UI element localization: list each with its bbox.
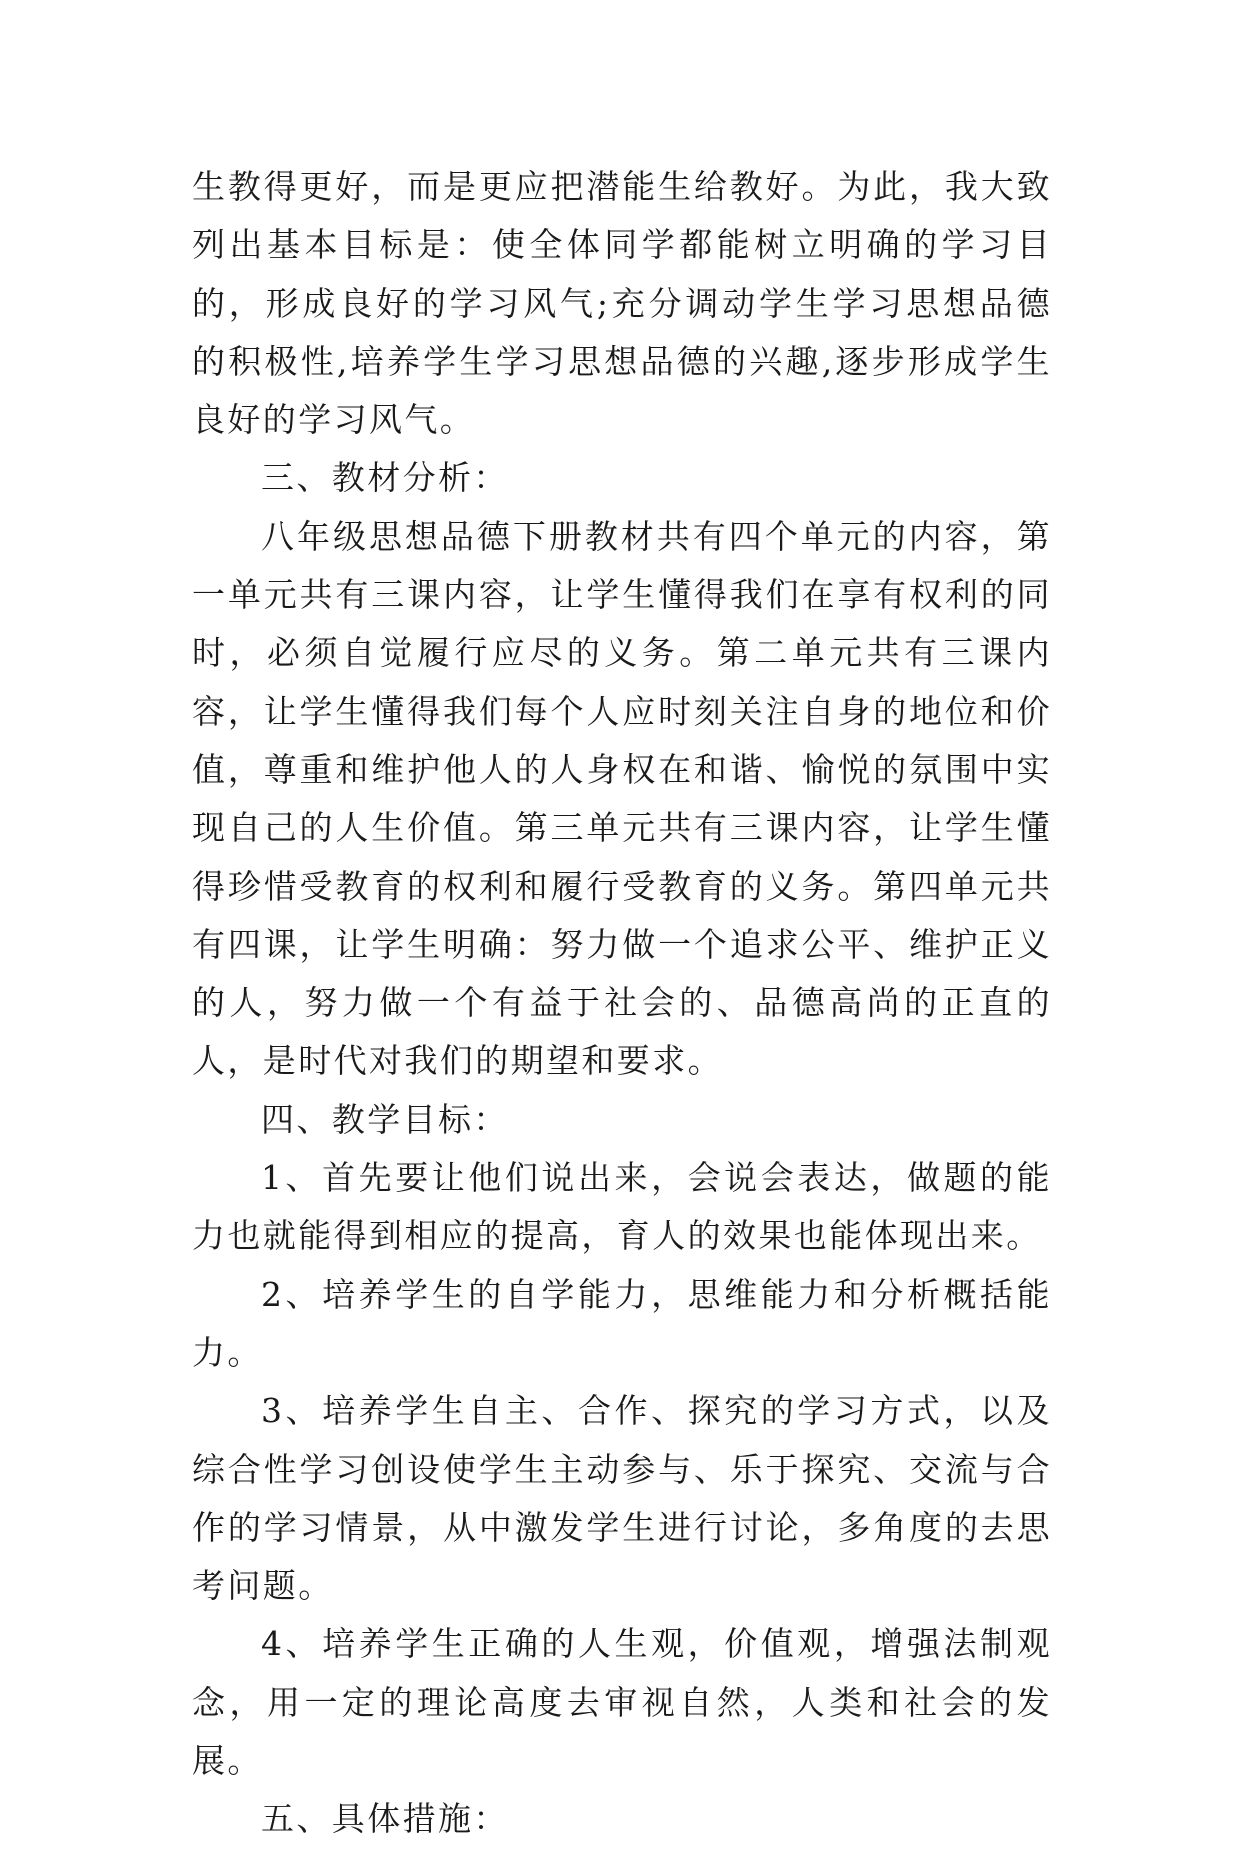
document-body <box>192 158 1052 1849</box>
section-heading-teaching-goals: 四、教学目标： <box>261 1099 509 1139</box>
goal-item-1: 1、首先要让他们说出来，会说会表达，做题的能力也就能得到相应的提高，育人的效果也能体现出来。 <box>192 1158 1052 1256</box>
goal-item-2: 2、培养学生的自学能力，思维能力和分析概括能力。 <box>192 1274 1052 1372</box>
section-heading-specific-measures: 五、具体措施： <box>261 1799 509 1839</box>
paragraph-continuation: 生教得更好，而是更应把潜能生给教好。为此，我大致列出基本目标是：使全体同学都能树立明确的学习目的，形成良好的学习风气;充分调动学生学习思想品德的积极性,培养学生学习思想品德的兴趣,逐步形成学生良好的学习风气。 <box>192 167 1052 440</box>
goal-item-3: 3、培养学生自主、合作、探究的学习方式，以及综合性学习创设使学生主动参与、乐于探究、交流与合作的学习情景，从中激发学生进行讨论，多角度的去思考问题。 <box>192 1391 1052 1606</box>
section-heading-textbook-analysis: 三、教材分析： <box>261 458 509 498</box>
paragraph-textbook-analysis: 八年级思想品德下册教材共有四个单元的内容，第一单元共有三课内容，让学生懂得我们在享有权利的同时，必须自觉履行应尽的义务。第二单元共有三课内容，让学生懂得我们每个人应时刻关注自身的地位和价值，尊重和维护他人的人身权在和谐、愉悦的氛围中实现自己的人生价值。第三单元共有三课内容，让学生懂得珍惜受教育的权利和履行受教育的义务。第四单元共有四课，让学生明确：努力做一个追求公平、维护正义的人，努力做一个有益于社会的、品德高尚的正直的人，是时代对我们的期望和要求。 <box>192 516 1052 1081</box>
goal-item-4: 4、培养学生正确的人生观，价值观，增强法制观念，用一定的理论高度去审视自然，人类和社会的发展。 <box>192 1624 1052 1781</box>
